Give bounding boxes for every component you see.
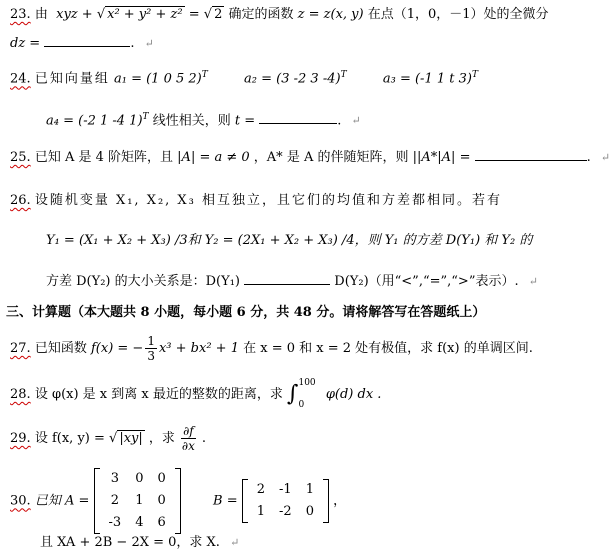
question-text: 在点（1，0，－1）处的全微分 [367, 7, 549, 22]
question-number: 27. [10, 341, 31, 356]
function-expression: f(x) = − $\frac{1}{3}$ x³ + bx² + 1 [90, 334, 239, 363]
period: . [201, 431, 206, 446]
return-mark-icon: ↵ [351, 114, 361, 128]
question-text: 已知 A = [34, 493, 90, 509]
question-number: 30. [10, 493, 31, 509]
question-number: 28. [10, 387, 31, 402]
matrix-cell: 2 [256, 482, 266, 497]
vector-a1: a₁ = (1 0 5 2) [113, 71, 202, 87]
return-mark-icon: ↵ [528, 275, 538, 288]
question-27 [10, 334, 533, 363]
question-25: 25. 已知 A 是 4 阶矩阵，且 |A| = a ≠ 0 ，A* 是 A 的伴随矩阵，则 ||A*|A| = . ↵ [10, 150, 610, 165]
answer-blank[interactable] [259, 111, 337, 124]
question-29 [10, 424, 206, 453]
partial-top: ∂f [183, 424, 194, 438]
return-mark-icon: ↵ [600, 151, 610, 164]
question-text: Y₁ = (X₁ + X₂ + X₃) /3和 Y₂ = (2X₁ + X₂ + X₃) /4，则 Y₁ 的方差 D(Y₁) 和 Y₂ 的 [46, 233, 533, 248]
matrix-cell: 2 [110, 493, 119, 508]
question-23 [10, 6, 549, 24]
partial-derivative [181, 424, 196, 453]
equals: = [459, 150, 471, 165]
vector-a2: a₂ = (3 -2 3 -4) [244, 71, 341, 87]
matrix-cell: 0 [157, 493, 166, 508]
question-30-cont [40, 534, 239, 552]
lower-limit: 0 [298, 400, 305, 410]
integral-limits [298, 378, 315, 411]
answer-blank[interactable] [475, 148, 587, 161]
integrand: φ(d) dx . [325, 387, 382, 402]
matrix-cell: -2 [279, 504, 292, 519]
question-number: 24. [10, 71, 31, 87]
question-text: 方差 D(Y₂) 的大小关系是：D(Y₁) [46, 274, 240, 289]
answer-blank[interactable] [44, 34, 130, 47]
matrix-a [94, 468, 181, 534]
function-expression: √ |xy| [109, 431, 143, 446]
question-24: 24. 已知向量组 a₁ = (1 0 5 2)$^T$ a₂ = (3 -2 3 -4)$^T$ a₃ = (-1 1 t 3)$^T$ [10, 70, 478, 87]
integral-sign: ∫ [287, 381, 299, 407]
return-mark-icon: ↵ [144, 37, 154, 50]
question-number: 29. [10, 431, 31, 446]
matrix-cell: 0 [135, 471, 144, 486]
matrix-cell: 6 [157, 515, 166, 530]
question-text: 在 x = 0 和 x = 2 处有极值，求 f(x) 的单调区间. [243, 341, 533, 356]
matrix-cell: 4 [135, 515, 144, 530]
function-expression: z = z(x, y) [297, 7, 364, 22]
question-number: 23. [10, 7, 31, 22]
question-number: 25. [10, 150, 31, 165]
question-number: 26. [10, 193, 31, 208]
matrix-cell: -3 [108, 515, 122, 530]
question-text: D(Y₂)（用“<”,“=”,“>”表示）. [334, 274, 519, 289]
question-26 [10, 192, 502, 210]
condition: |A| = a ≠ 0 [177, 150, 250, 165]
matrix-cell: 3 [110, 471, 119, 486]
matrix-cell: 0 [305, 504, 314, 519]
question-23-answer: dz = . ↵ [10, 36, 154, 51]
expression: ||A*|A| [412, 150, 456, 165]
vector-a4: a₄ = (-2 1 -4 1) [46, 113, 143, 129]
question-text: 设随机变量 X₁, X₂, X₃ 相互独立，且它们的均值和方差都相同。若有 [34, 193, 503, 208]
question-text: 且 XA + 2B − 2X = 0，求 X. [40, 535, 220, 550]
comma: ， [333, 493, 347, 509]
matrix-cell: 1 [256, 504, 266, 519]
question-28 [10, 378, 381, 411]
question-26-line3 [46, 272, 538, 291]
vector-a3: a₃ = (-1 1 t 3) [382, 71, 472, 87]
question-text: 线性相关，则 [152, 113, 231, 129]
return-mark-icon: ↵ [230, 536, 240, 549]
matrix-b [242, 479, 329, 523]
equation: xyz + √ x² + y² + z² = √ 2 [51, 7, 223, 22]
question-text: B = [213, 493, 238, 509]
section-heading: 三、计算题（本大题共 8 小题，每小题 6 分，共 48 分。请将解答写在答题纸上） [6, 305, 486, 320]
partial-bottom: ∂x [181, 439, 195, 453]
question-text: 已知函数 [34, 341, 87, 356]
answer-blank[interactable] [244, 272, 330, 285]
question-text: 设 φ(x) 是 x 到离 x 最近的整数的距离，求 [34, 387, 283, 402]
question-text: 已知向量组 [34, 71, 110, 87]
question-24-cont: a₄ = (-2 1 -4 1)$^T$ 线性相关，则 t = . ↵ [46, 112, 361, 129]
matrix-cell: 1 [135, 493, 144, 508]
question-text: 确定的函数 [228, 7, 294, 22]
question-text: 由 [34, 7, 48, 22]
question-text: 已知 A 是 4 阶矩阵，且 [34, 150, 174, 165]
question-text: 设 f(x, y) = [34, 431, 105, 446]
matrix-cell: 1 [305, 482, 314, 497]
question-text: ，求 [148, 431, 175, 446]
upper-limit: 100 [298, 378, 316, 388]
question-30 [10, 468, 346, 534]
answer-label: t = [234, 113, 256, 129]
question-text: ，A* 是 A 的伴随矩阵，则 [253, 150, 409, 165]
answer-label: dz = [10, 36, 41, 51]
matrix-cell: -1 [279, 482, 292, 497]
matrix-cell: 0 [157, 471, 166, 486]
question-26-line2 [46, 232, 532, 250]
